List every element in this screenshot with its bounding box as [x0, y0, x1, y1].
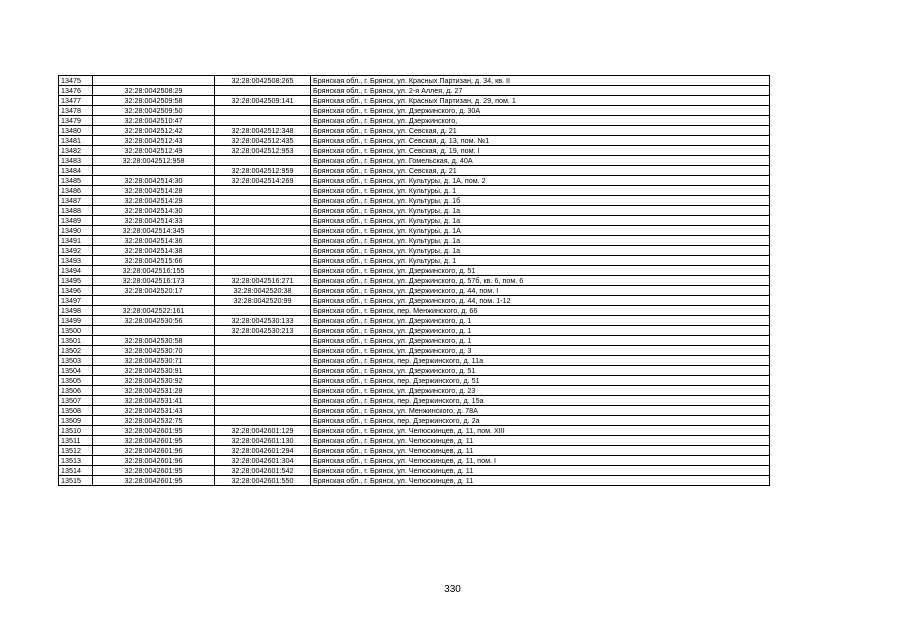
address-cell: Брянская обл., г. Брянск, ул. Культуры, д. 1б	[311, 196, 770, 206]
parcel-number-cell: 32:28:0042531:41	[93, 396, 215, 406]
parcel-number-cell: 32:28:0042508:29	[93, 86, 215, 96]
building-number-cell	[215, 396, 311, 406]
address-cell: Брянская обл., г. Брянск, пер. Менжинского, д. 66	[311, 306, 770, 316]
table-row	[59, 206, 770, 216]
row-number-cell: 13484	[59, 166, 93, 176]
building-number-cell	[215, 356, 311, 366]
building-number-cell: 32:28:0042508:265	[215, 76, 311, 86]
row-number-cell: 13481	[59, 136, 93, 146]
parcel-number-cell: 32:28:0042601:95	[93, 466, 215, 476]
address-cell: Брянская обл., г. Брянск, ул. Культуры, д. 1а	[311, 236, 770, 246]
building-number-cell: 32:28:0042512:348	[215, 126, 311, 136]
building-number-cell: 32:28:0042514:269	[215, 176, 311, 186]
table-row	[59, 136, 770, 146]
building-number-cell	[215, 386, 311, 396]
parcel-number-cell	[93, 296, 215, 306]
table-row	[59, 256, 770, 266]
building-number-cell	[215, 106, 311, 116]
cadastral-table	[58, 75, 770, 486]
building-number-cell	[215, 236, 311, 246]
building-number-cell: 32:28:0042601:294	[215, 446, 311, 456]
address-cell: Брянская обл., г. Брянск, ул. Челюскинцев, д. 11	[311, 446, 770, 456]
building-number-cell: 32:28:0042509:141	[215, 96, 311, 106]
address-cell: Брянская обл., г. Брянск, ул. Дзержинского,	[311, 116, 770, 126]
parcel-number-cell: 32:28:0042514:28	[93, 186, 215, 196]
table-row	[59, 166, 770, 176]
parcel-number-cell: 32:28:0042512:958	[93, 156, 215, 166]
address-cell: Брянская обл., г. Брянск, ул. 2-я Аллея, д. 27	[311, 86, 770, 96]
address-cell: Брянская обл., г. Брянск, пер. Дзержинского, д. 2а	[311, 416, 770, 426]
table-row	[59, 436, 770, 446]
row-number-cell: 13489	[59, 216, 93, 226]
parcel-number-cell: 32:28:0042512:43	[93, 136, 215, 146]
row-number-cell: 13510	[59, 426, 93, 436]
table-row	[59, 216, 770, 226]
table-row	[59, 426, 770, 436]
row-number-cell: 13498	[59, 306, 93, 316]
address-cell: Брянская обл., г. Брянск, ул. Дзержинского, д. 51	[311, 366, 770, 376]
row-number-cell: 13497	[59, 296, 93, 306]
parcel-number-cell: 32:28:0042514:30	[93, 176, 215, 186]
table-row	[59, 396, 770, 406]
parcel-number-cell: 32:28:0042514:345	[93, 226, 215, 236]
address-cell: Брянская обл., г. Брянск, ул. Культуры, д. 1а	[311, 246, 770, 256]
table-row	[59, 286, 770, 296]
parcel-number-cell: 32:28:0042516:173	[93, 276, 215, 286]
table-row	[59, 376, 770, 386]
address-cell: Брянская обл., г. Брянск, пер. Дзержинского, д. 51	[311, 376, 770, 386]
row-number-cell: 13512	[59, 446, 93, 456]
building-number-cell	[215, 216, 311, 226]
row-number-cell: 13513	[59, 456, 93, 466]
row-number-cell: 13482	[59, 146, 93, 156]
address-cell: Брянская обл., г. Брянск, ул. Культуры, д. 1а	[311, 216, 770, 226]
table-row	[59, 446, 770, 456]
address-cell: Брянская обл., г. Брянск, ул. Дзержинского, д. 3	[311, 346, 770, 356]
parcel-number-cell: 32:28:0042520:17	[93, 286, 215, 296]
table-row	[59, 406, 770, 416]
address-cell: Брянская обл., г. Брянск, пер. Дзержинского, д. 15а	[311, 396, 770, 406]
address-cell: Брянская обл., г. Брянск, ул. Челюскинцев, д. 11, пом. I	[311, 456, 770, 466]
parcel-number-cell: 32:28:0042516:155	[93, 266, 215, 276]
table-row	[59, 176, 770, 186]
row-number-cell: 13493	[59, 256, 93, 266]
table-row	[59, 306, 770, 316]
address-cell: Брянская обл., г. Брянск, ул. Дзержинского, д. 51	[311, 266, 770, 276]
table-row	[59, 356, 770, 366]
parcel-number-cell: 32:28:0042515:66	[93, 256, 215, 266]
row-number-cell: 13503	[59, 356, 93, 366]
row-number-cell: 13478	[59, 106, 93, 116]
address-cell: Брянская обл., г. Брянск, ул. Культуры, д. 1А	[311, 226, 770, 236]
table-row	[59, 196, 770, 206]
table-row	[59, 316, 770, 326]
row-number-cell: 13506	[59, 386, 93, 396]
row-number-cell: 13499	[59, 316, 93, 326]
building-number-cell: 32:28:0042601:129	[215, 426, 311, 436]
row-number-cell: 13485	[59, 176, 93, 186]
row-number-cell: 13486	[59, 186, 93, 196]
address-cell: Брянская обл., г. Брянск, ул. Дзержинского, д. 1	[311, 326, 770, 336]
parcel-number-cell: 32:28:0042530:91	[93, 366, 215, 376]
table-row	[59, 186, 770, 196]
parcel-number-cell: 32:28:0042510:47	[93, 116, 215, 126]
address-cell: Брянская обл., г. Брянск, ул. Дзержинского, д. 44, пом. 1-12	[311, 296, 770, 306]
row-number-cell: 13507	[59, 396, 93, 406]
parcel-number-cell: 32:28:0042531:43	[93, 406, 215, 416]
table-row	[59, 146, 770, 156]
parcel-number-cell: 32:28:0042509:50	[93, 106, 215, 116]
table-row	[59, 246, 770, 256]
address-cell: Брянская обл., г. Брянск, ул. Красных Партизан, д. 34, кв. II	[311, 76, 770, 86]
parcel-number-cell	[93, 326, 215, 336]
building-number-cell	[215, 346, 311, 356]
address-cell: Брянская обл., г. Брянск, ул. Культуры, д. 1	[311, 186, 770, 196]
building-number-cell: 32:28:0042512:959	[215, 166, 311, 176]
row-number-cell: 13488	[59, 206, 93, 216]
address-cell: Брянская обл., г. Брянск, ул. Челюскинцев, д. 11	[311, 476, 770, 486]
table-row	[59, 336, 770, 346]
address-cell: Брянская обл., г. Брянск, ул. Культуры, д. 1а	[311, 206, 770, 216]
parcel-number-cell: 32:28:0042601:96	[93, 446, 215, 456]
building-number-cell: 32:28:0042601:130	[215, 436, 311, 446]
building-number-cell	[215, 376, 311, 386]
parcel-number-cell: 32:28:0042514:36	[93, 236, 215, 246]
address-cell: Брянская обл., г. Брянск, пер. Дзержинского, д. 11а	[311, 356, 770, 366]
table-row	[59, 276, 770, 286]
parcel-number-cell: 32:28:0042514:29	[93, 196, 215, 206]
address-cell: Брянская обл., г. Брянск, ул. Севская, д. 21	[311, 126, 770, 136]
row-number-cell: 13483	[59, 156, 93, 166]
building-number-cell	[215, 186, 311, 196]
address-cell: Брянская обл., г. Брянск, ул. Дзержинского, д. 1	[311, 336, 770, 346]
row-number-cell: 13508	[59, 406, 93, 416]
building-number-cell	[215, 336, 311, 346]
building-number-cell: 32:28:0042520:99	[215, 296, 311, 306]
address-cell: Брянская обл., г. Брянск, ул. Челюскинцев, д. 11, пом. XIII	[311, 426, 770, 436]
address-cell: Брянская обл., г. Брянск, ул. Дзержинского, д. 23	[311, 386, 770, 396]
row-number-cell: 13490	[59, 226, 93, 236]
address-cell: Брянская обл., г. Брянск, ул. Дзержинского, д. 30А	[311, 106, 770, 116]
table-row	[59, 86, 770, 96]
building-number-cell: 32:28:0042512:435	[215, 136, 311, 146]
parcel-number-cell: 32:28:0042530:71	[93, 356, 215, 366]
page-number: 330	[444, 584, 461, 595]
row-number-cell: 13500	[59, 326, 93, 336]
row-number-cell: 13505	[59, 376, 93, 386]
table-row	[59, 476, 770, 486]
parcel-number-cell: 32:28:0042514:38	[93, 246, 215, 256]
row-number-cell: 13504	[59, 366, 93, 376]
building-number-cell	[215, 116, 311, 126]
building-number-cell	[215, 206, 311, 216]
row-number-cell: 13476	[59, 86, 93, 96]
building-number-cell	[215, 416, 311, 426]
parcel-number-cell: 32:28:0042514:30	[93, 206, 215, 216]
building-number-cell	[215, 196, 311, 206]
parcel-number-cell: 32:28:0042514:33	[93, 216, 215, 226]
table-row	[59, 346, 770, 356]
table-row	[59, 466, 770, 476]
building-number-cell: 32:28:0042512:953	[215, 146, 311, 156]
parcel-number-cell: 32:28:0042512:49	[93, 146, 215, 156]
row-number-cell: 13479	[59, 116, 93, 126]
row-number-cell: 13487	[59, 196, 93, 206]
row-number-cell: 13501	[59, 336, 93, 346]
table-row	[59, 386, 770, 396]
table-row	[59, 456, 770, 466]
row-number-cell: 13514	[59, 466, 93, 476]
address-cell: Брянская обл., г. Брянск, ул. Менжинского, д. 78А	[311, 406, 770, 416]
address-cell: Брянская обл., г. Брянск, ул. Культуры, д. 1А, пом. 2	[311, 176, 770, 186]
building-number-cell	[215, 266, 311, 276]
row-number-cell: 13492	[59, 246, 93, 256]
parcel-number-cell	[93, 76, 215, 86]
parcel-number-cell: 32:28:0042532:75	[93, 416, 215, 426]
table-body	[59, 76, 770, 486]
building-number-cell: 32:28:0042516:271	[215, 276, 311, 286]
building-number-cell	[215, 226, 311, 236]
parcel-number-cell: 32:28:0042530:58	[93, 336, 215, 346]
parcel-number-cell: 32:28:0042530:92	[93, 376, 215, 386]
address-cell: Брянская обл., г. Брянск, ул. Культуры, д. 1	[311, 256, 770, 266]
building-number-cell: 32:28:0042530:213	[215, 326, 311, 336]
address-cell: Брянская обл., г. Брянск, ул. Севская, д. 21	[311, 166, 770, 176]
table-row	[59, 226, 770, 236]
building-number-cell: 32:28:0042520:38	[215, 286, 311, 296]
address-cell: Брянская обл., г. Брянск, ул. Челюскинцев, д. 11	[311, 436, 770, 446]
table-row	[59, 126, 770, 136]
row-number-cell: 13480	[59, 126, 93, 136]
row-number-cell: 13491	[59, 236, 93, 246]
row-number-cell: 13509	[59, 416, 93, 426]
address-cell: Брянская обл., г. Брянск, ул. Дзержинского, д. 57б, кв. 6, пом. 6	[311, 276, 770, 286]
building-number-cell	[215, 306, 311, 316]
table-row	[59, 326, 770, 336]
address-cell: Брянская обл., г. Брянск, ул. Дзержинского, д. 44, пом. I	[311, 286, 770, 296]
row-number-cell: 13515	[59, 476, 93, 486]
address-cell: Брянская обл., г. Брянск, ул. Дзержинского, д. 1	[311, 316, 770, 326]
row-number-cell: 13502	[59, 346, 93, 356]
building-number-cell	[215, 246, 311, 256]
building-number-cell: 32:28:0042601:550	[215, 476, 311, 486]
parcel-number-cell: 32:28:0042601:95	[93, 476, 215, 486]
address-cell: Брянская обл., г. Брянск, ул. Челюскинцев, д. 11	[311, 466, 770, 476]
building-number-cell: 32:28:0042601:304	[215, 456, 311, 466]
parcel-number-cell: 32:28:0042530:56	[93, 316, 215, 326]
row-number-cell: 13475	[59, 76, 93, 86]
parcel-number-cell: 32:28:0042601:95	[93, 436, 215, 446]
parcel-number-cell: 32:28:0042522:161	[93, 306, 215, 316]
table-row	[59, 76, 770, 86]
table-row	[59, 366, 770, 376]
table-row	[59, 416, 770, 426]
address-cell: Брянская обл., г. Брянск, ул. Севская, д. 19, пом. I	[311, 146, 770, 156]
table-row	[59, 236, 770, 246]
building-number-cell	[215, 406, 311, 416]
parcel-number-cell: 32:28:0042512:42	[93, 126, 215, 136]
row-number-cell: 13496	[59, 286, 93, 296]
parcel-number-cell: 32:28:0042530:70	[93, 346, 215, 356]
parcel-number-cell: 32:28:0042601:95	[93, 426, 215, 436]
address-cell: Брянская обл., г. Брянск, ул. Гомельская, д. 40А	[311, 156, 770, 166]
parcel-number-cell: 32:28:0042601:96	[93, 456, 215, 466]
table-row	[59, 116, 770, 126]
building-number-cell	[215, 156, 311, 166]
building-number-cell	[215, 86, 311, 96]
table-row	[59, 96, 770, 106]
address-cell: Брянская обл., г. Брянск, ул. Севская, д. 13, пом. №1	[311, 136, 770, 146]
row-number-cell: 13477	[59, 96, 93, 106]
building-number-cell	[215, 256, 311, 266]
parcel-number-cell: 32:28:0042531:28	[93, 386, 215, 396]
row-number-cell: 13511	[59, 436, 93, 446]
parcel-number-cell: 32:28:0042509:58	[93, 96, 215, 106]
row-number-cell: 13494	[59, 266, 93, 276]
table-row	[59, 156, 770, 166]
building-number-cell: 32:28:0042530:133	[215, 316, 311, 326]
table-row	[59, 296, 770, 306]
building-number-cell	[215, 366, 311, 376]
row-number-cell: 13495	[59, 276, 93, 286]
building-number-cell: 32:28:0042601:542	[215, 466, 311, 476]
table-row	[59, 106, 770, 116]
table-row	[59, 266, 770, 276]
parcel-number-cell	[93, 166, 215, 176]
address-cell: Брянская обл., г. Брянск, ул. Красных Партизан, д. 29, пом. 1	[311, 96, 770, 106]
